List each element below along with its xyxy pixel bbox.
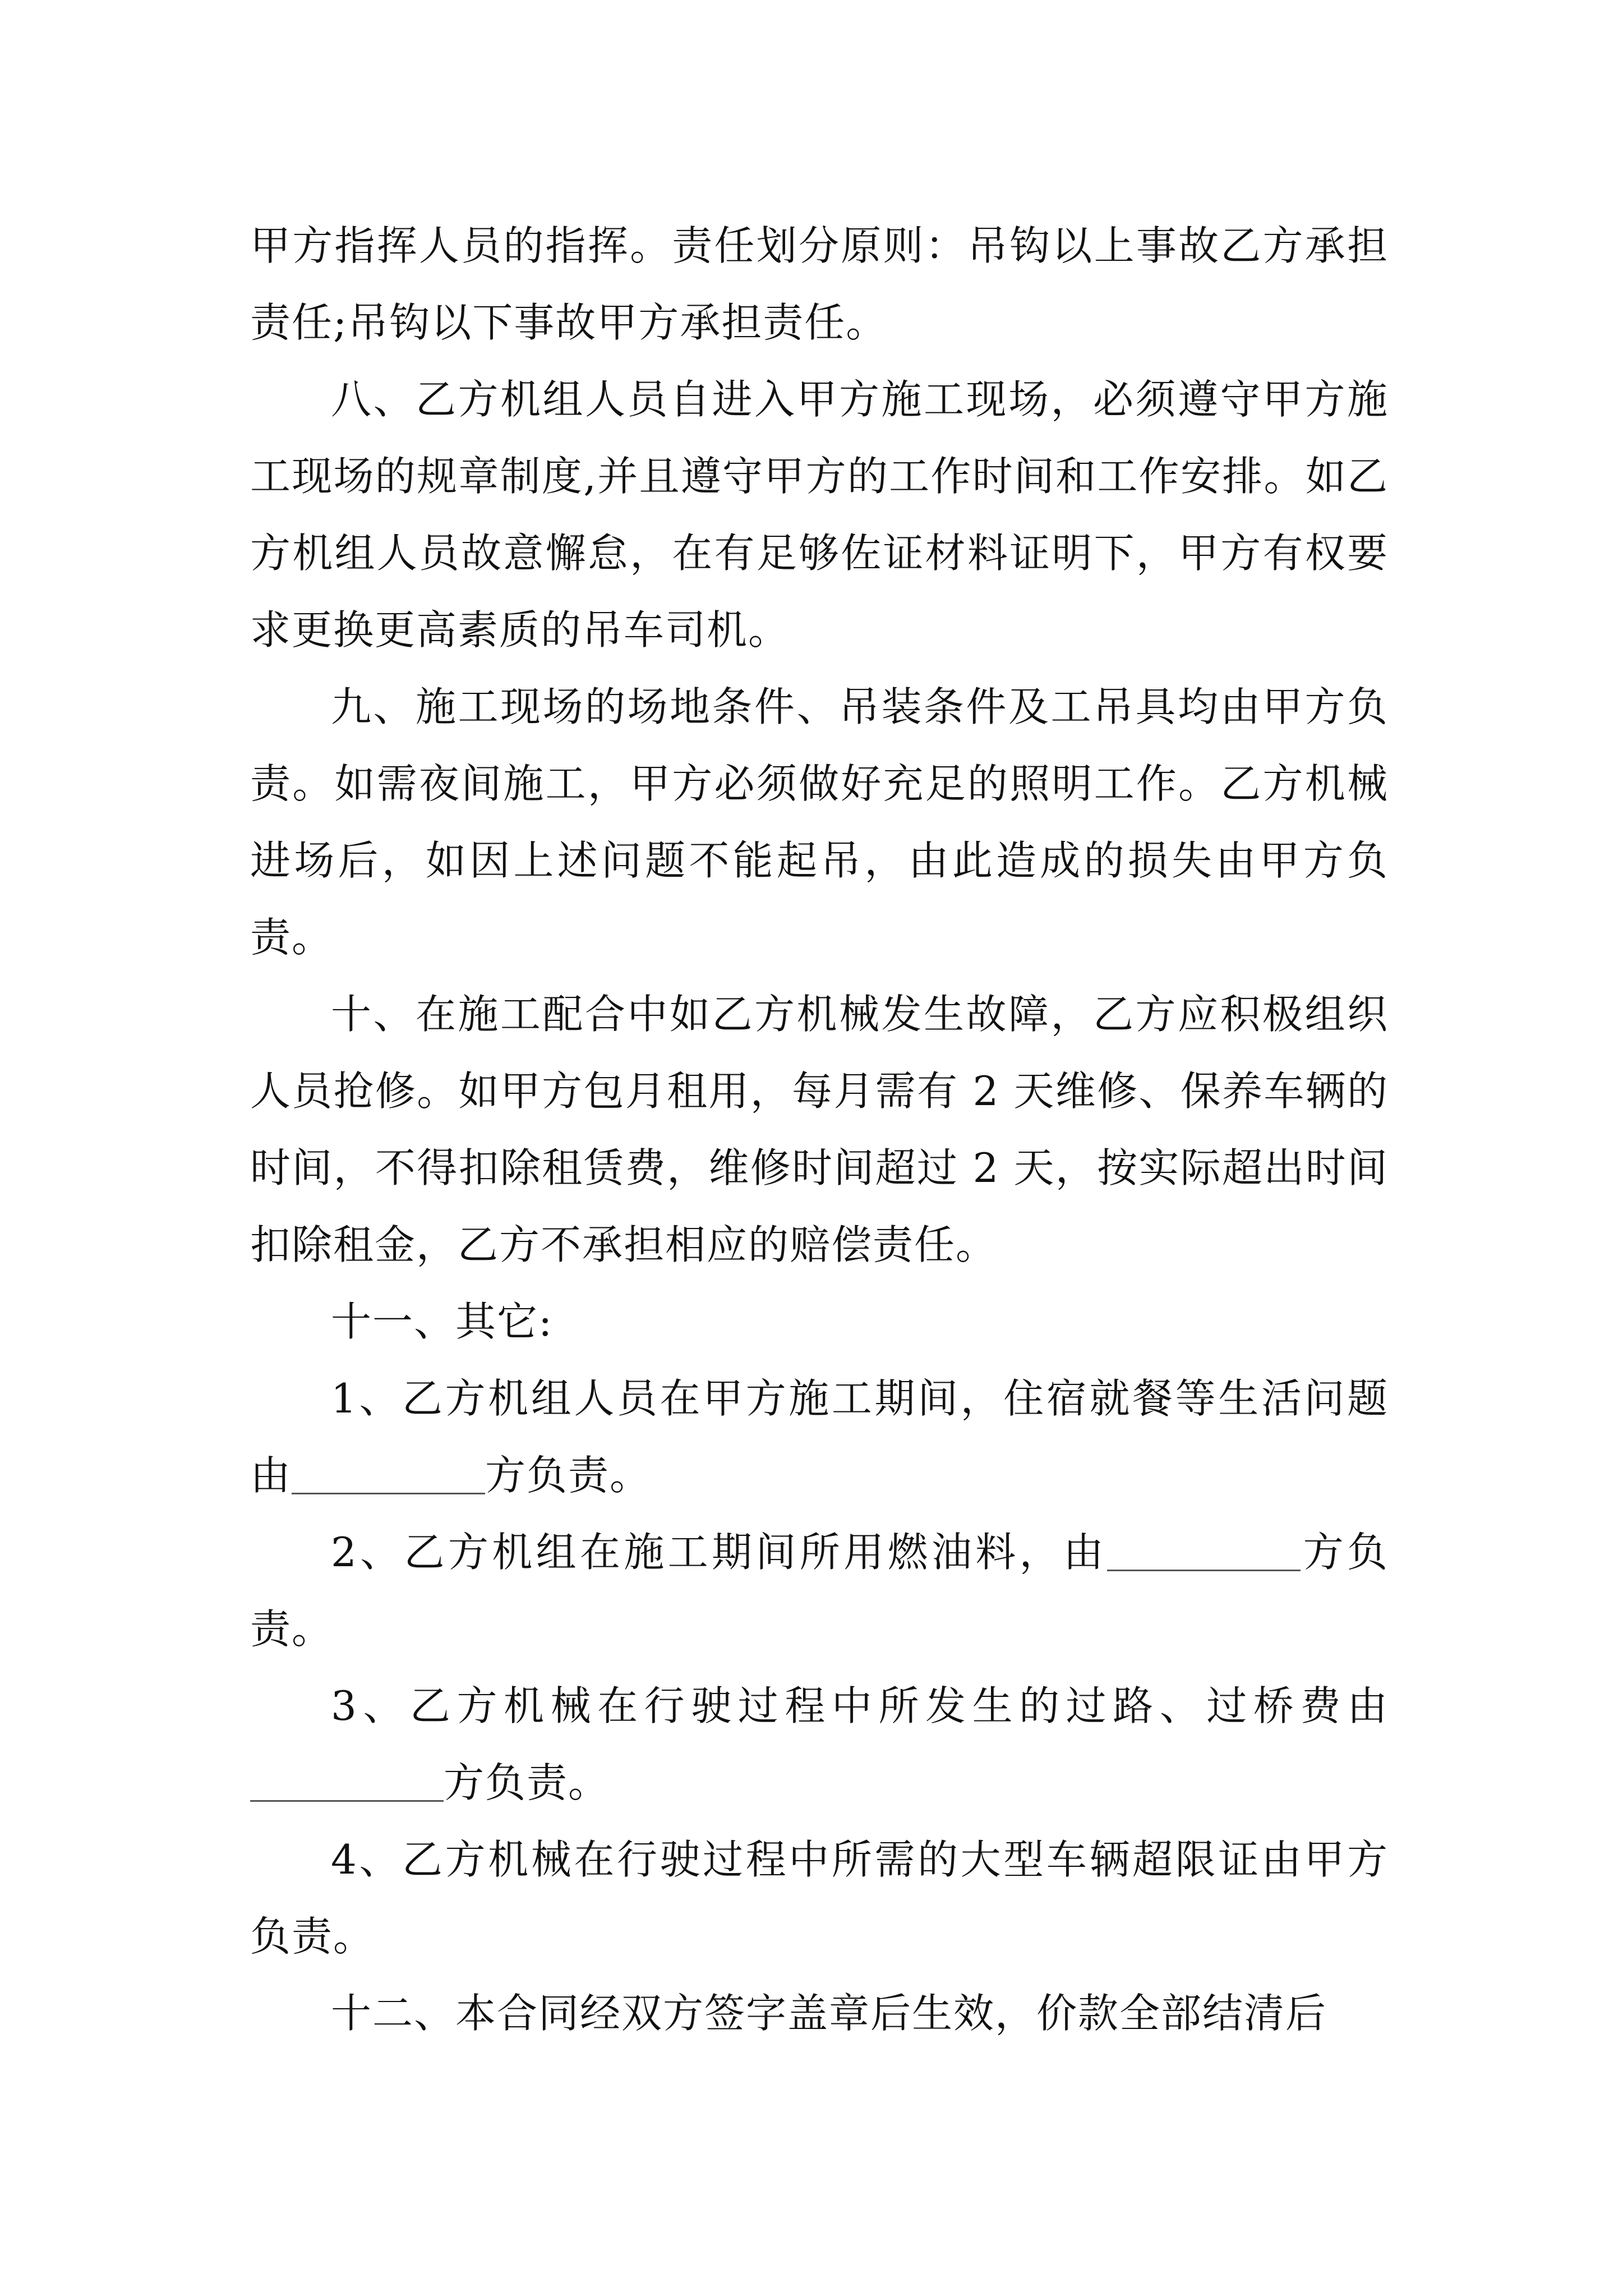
clause-12: 十二、本合同经双方签字盖章后生效，价款全部结清后 [331, 1990, 1327, 2037]
clause-11-item-2 [250, 1514, 1389, 1668]
blank-line [292, 1452, 485, 1494]
blank-line [1107, 1529, 1301, 1571]
contract-body [250, 208, 1389, 2052]
clause-8: 八、乙方机组人员自进入甲方施工现场，必须遵守甲方施工现场的规章制度,并且遵守甲方的工作时间和工作安排。如乙方机组人员故意懈怠，在有足够佐证材料证明下，甲方有权要求更换更高素质的吊车司机。 [250, 376, 1389, 654]
clause-11-item-1-text: 1、乙方机组人员在甲方施工期间，住宿就餐等生活问题由 [250, 1375, 1389, 1499]
clause-10: 十、在施工配合中如乙方机械发生故障，乙方应积极组织人员抢修。如甲方包月租用，每月需有 2 天维修、保养车辆的时间，不得扣除租赁费，维修时间超过 2 天，按实际超出时间扣除租金，乙方不承担相应的赔偿责任。 [250, 991, 1389, 1268]
clause-11-item-3 [250, 1668, 1389, 1821]
clause-11-item-1 [250, 1360, 1389, 1514]
clause-11-item-4: 4、乙方机械在行驶过程中所需的大型车辆超限证由甲方负责。 [250, 1836, 1389, 1960]
clause-11-item-3-tail: 方负责。 [444, 1759, 610, 1806]
clause-11-heading: 十一、其它: [331, 1298, 554, 1345]
clause-9: 九、施工现场的场地条件、吊装条件及工吊具均由甲方负责。如需夜间施工，甲方必须做好充足的照明工作。乙方机械进场后，如因上述问题不能起吊，由此造成的损失由甲方负责。 [250, 683, 1389, 961]
clause-11-item-1-tail: 方负责。 [485, 1452, 652, 1499]
blank-line [250, 1760, 444, 1802]
clause-11-item-2-tail: 方负责。 [250, 1529, 1389, 1653]
clause-11-item-3-text: 3、乙方机械在行驶过程中所发生的过路、过桥费由 [331, 1682, 1389, 1729]
paragraph-continued: 甲方指挥人员的指挥。责任划分原则：吊钩以上事故乙方承担责任;吊钩以下事故甲方承担责任。 [250, 222, 1389, 346]
clause-11-item-2-text: 2、乙方机组在施工期间所用燃油料，由 [331, 1529, 1108, 1576]
